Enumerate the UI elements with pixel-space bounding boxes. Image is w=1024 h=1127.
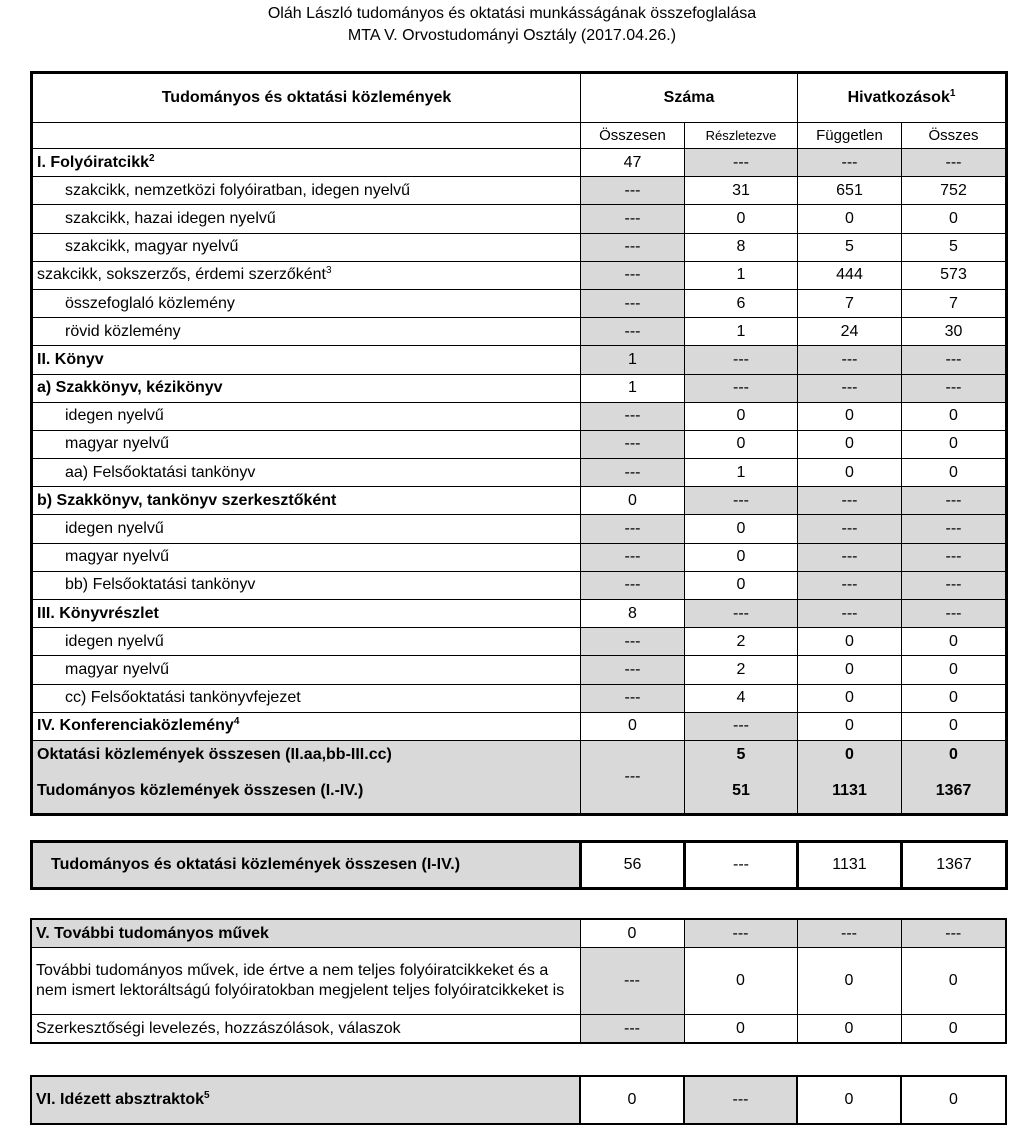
footnote-marker: 5	[204, 1090, 210, 1101]
cell-osszesen: ---	[581, 233, 685, 261]
empty-header-cell	[32, 123, 581, 149]
cell-osszesen: ---	[581, 656, 685, 684]
cell-reszletezve: 0	[685, 543, 798, 571]
section-v-row	[31, 948, 1006, 1015]
section-vi-row	[31, 1076, 1006, 1124]
footnote-marker: 2	[149, 152, 155, 164]
row-label	[32, 684, 581, 712]
cell-osszesen: 1	[581, 346, 685, 374]
summary-label: Tudományos közlemények összesen (I.-IV.)	[32, 769, 581, 815]
row-label-text: idegen nyelvű	[65, 520, 164, 538]
cell-osszes: 573	[902, 261, 1007, 289]
cell-osszes: 0	[901, 1015, 1006, 1044]
total-cell-reszletezve: ---	[685, 842, 798, 889]
cell-osszes: ---	[902, 600, 1007, 628]
table-row	[32, 374, 1007, 402]
cell-reszletezve: 1	[685, 261, 798, 289]
cell-fuggetlen: ---	[798, 515, 902, 543]
cell-reszletezve: ---	[685, 712, 798, 740]
table-row	[32, 543, 1007, 571]
cell-fuggetlen: 651	[798, 177, 902, 205]
cell-reszletezve: ---	[685, 600, 798, 628]
cell-fuggetlen: 0	[797, 1076, 901, 1124]
row-label-text: magyar nyelvű	[65, 435, 170, 453]
row-label	[32, 515, 581, 543]
cell-osszesen: 0	[581, 487, 685, 515]
cell-reszletezve: ---	[685, 487, 798, 515]
cell-osszes: 7	[902, 289, 1007, 317]
cell-reszletezve: ---	[685, 149, 798, 177]
cell-reszletezve: 31	[685, 177, 798, 205]
column-header-osszes: Összes	[902, 123, 1007, 149]
row-label-text: idegen nyelvű	[65, 407, 164, 425]
cell-osszesen: ---	[581, 684, 685, 712]
cell-osszes: 0	[902, 459, 1007, 487]
cell-osszes: ---	[902, 346, 1007, 374]
row-label	[32, 628, 581, 656]
cell-reszletezve: 8	[685, 233, 798, 261]
cell-osszes: ---	[902, 543, 1007, 571]
column-header-hivatkozasok	[798, 73, 1007, 123]
table-row	[32, 712, 1007, 740]
footnote-marker: 3	[325, 265, 332, 277]
row-label-text: szakcikk, sokszerzős, érdemi szerzőként	[37, 266, 326, 284]
summary-cell-osszes: 0	[902, 740, 1007, 769]
row-label-text: összefoglaló közlemény	[65, 294, 235, 312]
row-label-text: szakcikk, nemzetközi folyóiratban, idegen nyelvű	[65, 181, 411, 199]
cell-osszesen: 0	[581, 712, 685, 740]
table-row	[32, 149, 1007, 177]
hivatkozasok-label: Hivatkozások	[847, 89, 950, 106]
cell-osszes: 0	[902, 402, 1007, 430]
row-label-text: cc) Felsőoktatási tankönyvfejezet	[65, 689, 301, 707]
cell-fuggetlen: 0	[798, 430, 902, 458]
row-label-text: III. Könyvrészlet	[37, 604, 159, 622]
row-label	[32, 177, 581, 205]
cell-osszes: 0	[902, 684, 1007, 712]
row-label	[32, 289, 581, 317]
cell-osszes: 0	[901, 948, 1006, 1015]
cell-osszesen: ---	[581, 430, 685, 458]
table-row	[32, 261, 1007, 289]
section-vi-label	[31, 1076, 580, 1124]
total-cell-fuggetlen: 1131	[798, 842, 902, 889]
cell-osszes: ---	[902, 374, 1007, 402]
row-label: Szerkesztőségi levelezés, hozzászólások, válaszok	[31, 1015, 580, 1044]
summary-cell-osszes: 1367	[902, 769, 1007, 815]
cell-osszes: 752	[902, 177, 1007, 205]
cell-fuggetlen: ---	[798, 571, 902, 599]
cell-osszesen: ---	[581, 515, 685, 543]
cell-reszletezve: 0	[685, 430, 798, 458]
cell-reszletezve: 1	[685, 318, 798, 346]
cell-fuggetlen: 0	[798, 628, 902, 656]
total-label: Tudományos és oktatási közlemények összesen (I-IV.)	[32, 842, 581, 889]
cell-fuggetlen: 0	[798, 402, 902, 430]
row-label-text: idegen nyelvű	[65, 632, 164, 650]
row-label	[32, 149, 581, 177]
row-label-text: a) Szakkönyv, kézikönyv	[37, 379, 223, 397]
cell-fuggetlen: 24	[798, 318, 902, 346]
cell-fuggetlen: 0	[798, 656, 902, 684]
table-subheader-row	[32, 123, 1007, 149]
cell-reszletezve: 0	[685, 515, 798, 543]
summary-cell-osszesen: ---	[581, 740, 685, 814]
cell-osszesen: ---	[581, 628, 685, 656]
table-row	[32, 571, 1007, 599]
cell-osszes: 0	[902, 656, 1007, 684]
cell-osszesen: 8	[581, 600, 685, 628]
cell-fuggetlen: 444	[798, 261, 902, 289]
cell-reszletezve: 0	[684, 1015, 797, 1044]
table-row	[32, 233, 1007, 261]
cell-reszletezve: 4	[685, 684, 798, 712]
cell-osszesen: ---	[581, 177, 685, 205]
row-label	[32, 712, 581, 740]
cell-osszesen: ---	[581, 289, 685, 317]
table-row	[32, 318, 1007, 346]
cell-fuggetlen: ---	[797, 919, 901, 948]
row-label-text: IV. Konferenciaközlemény	[37, 717, 234, 735]
cell-osszes: ---	[902, 571, 1007, 599]
row-label	[32, 402, 581, 430]
table-row	[32, 684, 1007, 712]
cell-fuggetlen: 0	[797, 948, 901, 1015]
summary-cell-fuggetlen: 0	[798, 740, 902, 769]
cell-fuggetlen: ---	[798, 149, 902, 177]
cell-osszes: 0	[902, 430, 1007, 458]
row-label	[32, 374, 581, 402]
column-header-fuggetlen: Független	[798, 123, 902, 149]
cell-osszesen: 1	[581, 374, 685, 402]
table-row	[32, 430, 1007, 458]
total-cell-osszesen: 56	[581, 842, 685, 889]
page-title: Oláh László tudományos és oktatási munkásságának összefoglalása	[267, 5, 757, 22]
cell-osszesen: ---	[581, 543, 685, 571]
column-header-osszesen: Összesen	[581, 123, 685, 149]
cell-osszes: 0	[901, 1076, 1006, 1124]
cell-reszletezve: 1	[685, 459, 798, 487]
row-label: További tudományos művek, ide értve a nem teljes folyóiratcikkeket és a nem ismert lektoráltságú folyóiratokban megjelent teljes folyóiratcikkeket is	[31, 948, 580, 1015]
row-label-text: rövid közlemény	[65, 322, 181, 340]
cell-osszes: 30	[902, 318, 1007, 346]
row-label-text: magyar nyelvű	[65, 548, 170, 566]
cell-reszletezve: 0	[684, 948, 797, 1015]
section-v-header-row	[31, 919, 1006, 948]
row-label	[32, 233, 581, 261]
table-row	[32, 459, 1007, 487]
cell-osszesen: ---	[581, 402, 685, 430]
cell-fuggetlen: ---	[798, 374, 902, 402]
cell-fuggetlen: ---	[798, 346, 902, 374]
cell-reszletezve: 2	[685, 628, 798, 656]
row-label-text: b) Szakkönyv, tankönyv szerkesztőként	[37, 491, 337, 509]
cell-osszes: 0	[902, 628, 1007, 656]
table-row	[32, 628, 1007, 656]
table-header-row	[32, 73, 1007, 123]
table-row	[32, 487, 1007, 515]
cell-fuggetlen: 0	[798, 459, 902, 487]
cell-fuggetlen: ---	[798, 600, 902, 628]
cell-osszes: ---	[902, 515, 1007, 543]
row-label	[32, 487, 581, 515]
section-vi-table	[30, 1075, 1007, 1125]
cell-reszletezve: 0	[685, 205, 798, 233]
cell-reszletezve: 6	[685, 289, 798, 317]
cell-fuggetlen: 0	[798, 712, 902, 740]
table-row	[32, 205, 1007, 233]
cell-reszletezve: ---	[685, 374, 798, 402]
row-label	[32, 656, 581, 684]
row-label	[32, 459, 581, 487]
row-label	[32, 600, 581, 628]
table-row	[32, 656, 1007, 684]
table-row	[32, 177, 1007, 205]
cell-osszesen: ---	[581, 205, 685, 233]
cell-osszesen: 0	[580, 1076, 684, 1124]
cell-osszesen: ---	[580, 1015, 684, 1044]
row-label-text: aa) Felsőoktatási tankönyv	[65, 463, 256, 481]
cell-osszesen: ---	[581, 459, 685, 487]
summary-row-oktatasi	[32, 740, 1007, 769]
row-label	[32, 543, 581, 571]
row-label-text: szakcikk, magyar nyelvű	[65, 238, 239, 256]
column-header-szama: Száma	[581, 73, 798, 123]
total-cell-osszes: 1367	[902, 842, 1007, 889]
cell-fuggetlen: 5	[798, 233, 902, 261]
main-table	[30, 71, 1008, 816]
column-header-reszletezve: Részletezve	[685, 123, 798, 149]
row-label	[32, 346, 581, 374]
cell-fuggetlen: 0	[797, 1015, 901, 1044]
summary-cell-fuggetlen: 1131	[798, 769, 902, 815]
table-row	[32, 515, 1007, 543]
row-label-text: I. Folyóiratcikk	[37, 153, 150, 171]
cell-osszesen: 0	[580, 919, 684, 948]
summary-label: Oktatási közlemények összesen (II.aa,bb-III.cc)	[32, 740, 581, 769]
cell-osszesen: ---	[581, 318, 685, 346]
row-label-text: szakcikk, hazai idegen nyelvű	[65, 209, 276, 227]
summary-cell-reszletezve: 5	[685, 740, 798, 769]
cell-reszletezve: ---	[685, 346, 798, 374]
row-label	[32, 261, 581, 289]
table-row	[32, 346, 1007, 374]
row-label	[32, 318, 581, 346]
cell-osszesen: 47	[581, 149, 685, 177]
footnote-marker: 4	[233, 716, 240, 728]
cell-osszesen: ---	[581, 571, 685, 599]
cell-fuggetlen: 0	[798, 684, 902, 712]
section-v-label: V. További tudományos művek	[31, 919, 580, 948]
column-header-main: Tudományos és oktatási közlemények	[32, 73, 581, 123]
cell-osszes: ---	[901, 919, 1006, 948]
row-label-text: II. Könyv	[37, 350, 104, 368]
summary-row-tudomanyos	[32, 769, 1007, 815]
cell-osszesen: ---	[580, 948, 684, 1015]
cell-reszletezve: ---	[684, 1076, 797, 1124]
row-label-text: magyar nyelvű	[65, 660, 170, 678]
cell-fuggetlen: ---	[798, 487, 902, 515]
row-label	[32, 430, 581, 458]
section-vi-text: VI. Idézett absztraktok	[36, 1091, 205, 1108]
row-label-text: bb) Felsőoktatási tankönyv	[65, 576, 256, 594]
total-table	[30, 840, 1008, 890]
footnote-marker: 1	[949, 88, 956, 99]
cell-osszes: ---	[902, 149, 1007, 177]
row-label	[32, 205, 581, 233]
table-row	[32, 402, 1007, 430]
cell-reszletezve: 2	[685, 656, 798, 684]
cell-osszesen: ---	[581, 261, 685, 289]
summary-cell-reszletezve: 51	[685, 769, 798, 815]
cell-fuggetlen: 7	[798, 289, 902, 317]
cell-fuggetlen: 0	[798, 205, 902, 233]
cell-reszletezve: 0	[685, 571, 798, 599]
cell-reszletezve: 0	[685, 402, 798, 430]
cell-reszletezve: ---	[684, 919, 797, 948]
cell-osszes: 0	[902, 712, 1007, 740]
cell-osszes: 0	[902, 205, 1007, 233]
total-row	[32, 842, 1007, 889]
cell-fuggetlen: ---	[798, 543, 902, 571]
cell-osszes: ---	[902, 487, 1007, 515]
table-row	[32, 600, 1007, 628]
row-label	[32, 571, 581, 599]
table-row	[32, 289, 1007, 317]
page-subtitle: MTA V. Orvostudományi Osztály (2017.04.26.)	[347, 27, 677, 44]
section-v-table	[30, 918, 1007, 1044]
cell-osszes: 5	[902, 233, 1007, 261]
section-v-row	[31, 1015, 1006, 1044]
